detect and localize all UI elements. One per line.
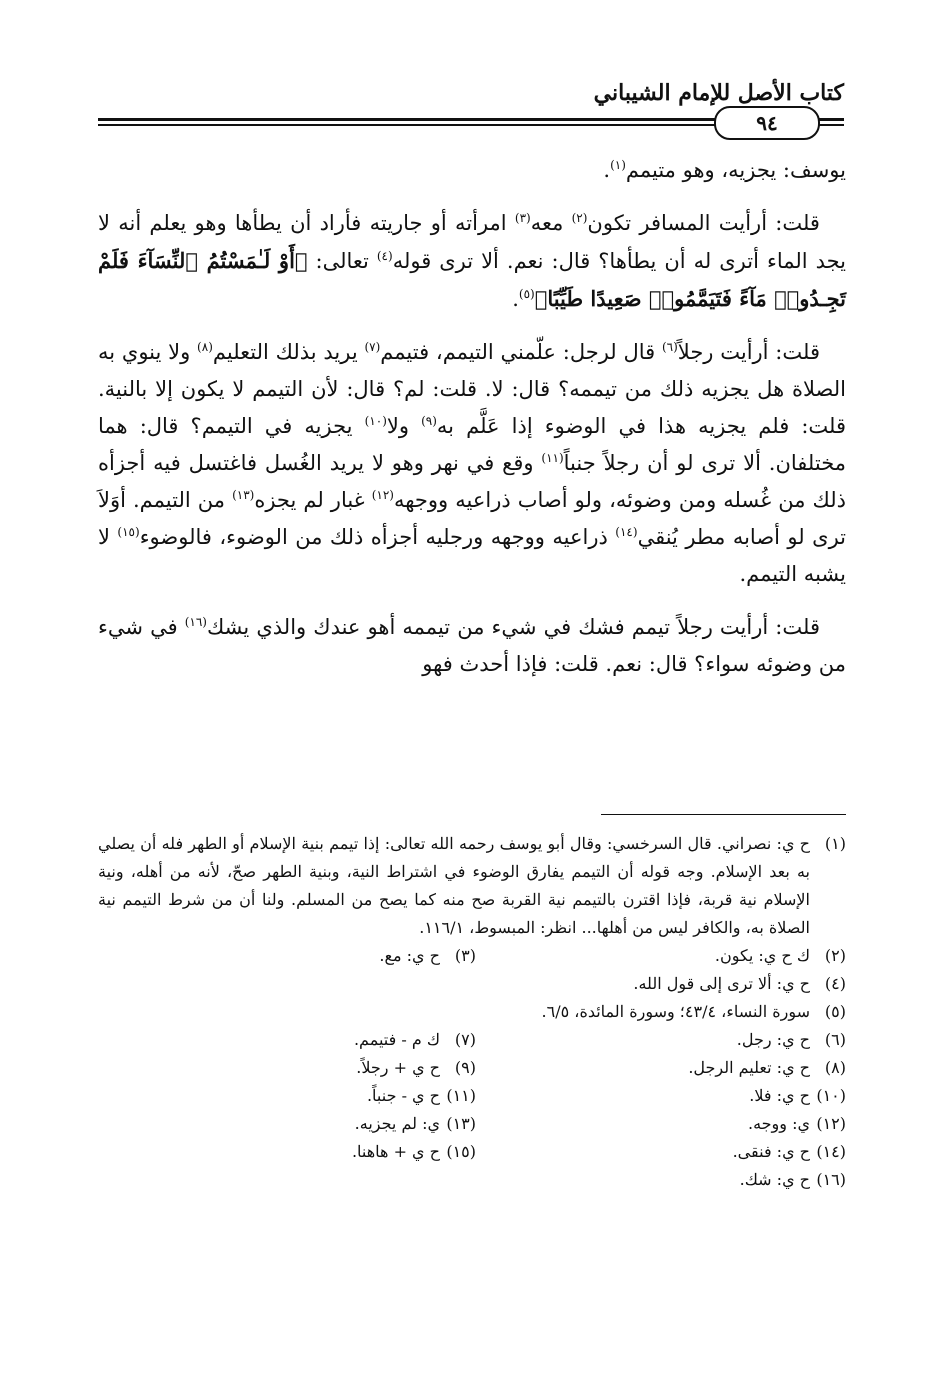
footnote-number: (١٦) [816, 1170, 846, 1189]
footnote-number: (١٢) [816, 1114, 846, 1133]
footnote-marker: (٤) [376, 249, 393, 263]
footnote-text: ح ي: ألا ترى إلى قول الله. [633, 974, 810, 993]
text-run: لا يشبه التيمم. [98, 525, 846, 586]
footnote-text: ك م - فتيمم. [353, 1030, 440, 1049]
footnote-separator [601, 814, 846, 815]
text-run: ولا ينوي به الصلاة هل يجزيه ذلك من تيممه؟ قال: لا. قلت: لم؟ قال: لأن التيمم لا يكون إلا بالنية. قلت: فلم يجزيه هذا في الوضوء إذا عَلَّم به [98, 340, 847, 438]
footnote-text: ح ي: تعليم الرجل. [688, 1058, 810, 1077]
footnote-number: (٥) [824, 1002, 846, 1021]
footnote-marker: (١٢) [371, 488, 394, 502]
footnote-number: (٣) [454, 946, 476, 965]
text-run: امرأته أو جاريته فأراد أن يطأها وهو يعلم أنه لا يجد الماء أترى له أن يطأها؟ قال: نعم. ألا ترى قوله [98, 211, 847, 273]
text-run: ولا [386, 414, 422, 438]
footnote [106, 1138, 476, 1166]
footnote-row [98, 970, 846, 998]
paragraph [98, 205, 846, 318]
text-run: في شيء من وضوئه سواء؟ قال: نعم. قلت: فإذا أحدث فهو [98, 615, 846, 676]
footnote-number: (٦) [824, 1030, 846, 1049]
footnote-marker: (١٤) [615, 525, 638, 539]
page-number-badge [714, 106, 820, 140]
text-run: وقع في نهر وهو لا يريد الغُسل فاغتسل فيه أجزأه ذلك من غُسله ومن وضوئه، ولو أصاب ذراعيه ووجهه [98, 451, 846, 512]
footnote-text: ح ي: فنقى. [732, 1142, 810, 1161]
footnote-number: (١١) [446, 1086, 476, 1105]
footnote [476, 1054, 846, 1082]
footnote-marker: (٧) [364, 340, 381, 354]
footnote-text: ح ي: رجل. [736, 1030, 810, 1049]
footnote-marker: (٩) [421, 414, 437, 428]
running-header-title: كتاب الأصل للإمام الشيباني [593, 80, 844, 106]
paragraph [98, 334, 846, 593]
footnotes [98, 830, 846, 1194]
footnote [106, 1082, 476, 1110]
text-run: يريد بذلك التعليم [212, 340, 365, 364]
footnote-text: ي: ووجه. [747, 1114, 810, 1133]
footnote-marker: (٥) [518, 287, 535, 301]
main-text [98, 152, 846, 699]
text-run: . [603, 158, 611, 182]
page-number: ٩٤ [756, 111, 778, 135]
footnote-marker: (١٥) [117, 525, 140, 539]
footnote-number: (٢) [824, 946, 846, 965]
footnote-row [98, 1110, 846, 1138]
footnote-text: ح ي: شك. [739, 1170, 810, 1189]
footnote-text: ي: لم يجزيه. [354, 1114, 440, 1133]
footnote [476, 942, 846, 970]
footnote-row [98, 1166, 846, 1194]
footnote-number: (١) [824, 834, 846, 853]
footnote [476, 1138, 846, 1166]
footnote [476, 998, 846, 1026]
footnote-marker: (٢) [571, 211, 588, 225]
footnote-number: (٩) [454, 1058, 476, 1077]
footnote-marker: (٦) [661, 340, 678, 354]
footnote-marker: (١٠) [364, 414, 387, 428]
text-run: معه [530, 211, 572, 235]
footnote-number: (١٤) [816, 1142, 846, 1161]
footnote-text: ح ي - جنباً. [366, 1086, 440, 1105]
text-run: يوسف: يجزيه، وهو متيمم [625, 158, 846, 182]
footnote-row [98, 998, 846, 1026]
footnote [476, 1110, 846, 1138]
footnote-row [98, 1082, 846, 1110]
text-run: قلت: أرأيت المسافر تكون [587, 211, 820, 235]
footnote [106, 1054, 476, 1082]
footnote-marker: (١١) [541, 451, 564, 465]
footnote [106, 1110, 476, 1138]
paragraph [98, 152, 846, 189]
text-run: من التيمم. أوَلاَ ترى لو أصابه مطر يُنقي [98, 488, 846, 549]
footnote-number: (٤) [824, 974, 846, 993]
text-run: غبار لم يجزه [254, 488, 372, 512]
text-run: تعالى: [307, 249, 377, 273]
footnote-row [98, 1138, 846, 1166]
footnote-number: (٧) [454, 1030, 476, 1049]
text-run: يجزيه في التيمم؟ قال: هما مختلفان. ألا ترى لو أن رجلاً جنباً [98, 414, 846, 475]
footnote [476, 1082, 846, 1110]
footnote-marker: (١) [610, 158, 626, 172]
text-run: ذراعيه ووجهه ورجليه أجزأه ذلك من الوضوء، فالوضوء [139, 525, 616, 549]
text-run: قال لرجل: علّمني التيمم، فتيمم [380, 340, 662, 364]
paragraph [98, 609, 846, 683]
footnote-text: ك ح ي: يكون. [714, 946, 810, 965]
footnote-text: ح ي + هاهنا. [351, 1142, 440, 1161]
footnote-marker: (٨) [197, 340, 213, 354]
footnote-text: ح ي + رجلاً. [356, 1058, 440, 1077]
text-run: قلت: أرأيت رجلاً [677, 340, 820, 364]
footnote-marker: (٣) [514, 211, 531, 225]
footnote-row [98, 1054, 846, 1082]
footnote [98, 830, 846, 942]
footnote [476, 970, 846, 998]
footnote-text: ح ي: مع. [379, 946, 440, 965]
footnote-number: (١٥) [446, 1142, 476, 1161]
quran-verse: ﴿أَوْ لَـٰمَسْتُمُ ٱلنِّسَآءَ فَلَمْ تَجِـدُوا۟ مَآءً فَتَيَمَّمُوا۟ صَعِيدًا طَيِّبًا﴾ [98, 248, 846, 311]
footnote [476, 1026, 846, 1054]
footnote-row [98, 1026, 846, 1054]
footnote-number: (١٣) [446, 1114, 476, 1133]
footnote-number: (٨) [824, 1058, 846, 1077]
footnote-marker: (١٣) [232, 488, 255, 502]
text-run: . [512, 287, 519, 311]
footnote-row [98, 942, 846, 970]
footnote-number: (١٠) [816, 1086, 846, 1105]
footnote [106, 942, 476, 970]
footnote-marker: (١٦) [184, 615, 207, 629]
footnote-text: ح ي: نصراني. قال السرخسي: وقال أبو يوسف رحمه الله تعالى: إذا تيمم بنية الإسلام أو الطهر فله أن يصلي به بعد الإسلام. وجه قوله أن التيمم يفارق الوضوء في اشتراط النية، وبنية الطهر صحّ، لأنه من أهله، ونية الإسلام نية قربة، فإذا اقترن بالتيمم نية القربة صح منه كما يصح من المسلم. ولنا أن من شرط التيمم نية الصلاة به، والكافر ليس من أهلها... انظر: المبسوط، ١١٦/١. [98, 834, 810, 937]
footnote [476, 1166, 846, 1194]
text-run: قلت: أرأيت رجلاً تيمم فشك في شيء من تيممه أهو عندك والذي يشك [206, 615, 820, 639]
footnote-text: سورة النساء، ٤٣/٤؛ وسورة المائدة، ٦/٥. [541, 1002, 810, 1021]
footnote [106, 1026, 476, 1054]
footnote-text: ح ي: فلا. [749, 1086, 810, 1105]
